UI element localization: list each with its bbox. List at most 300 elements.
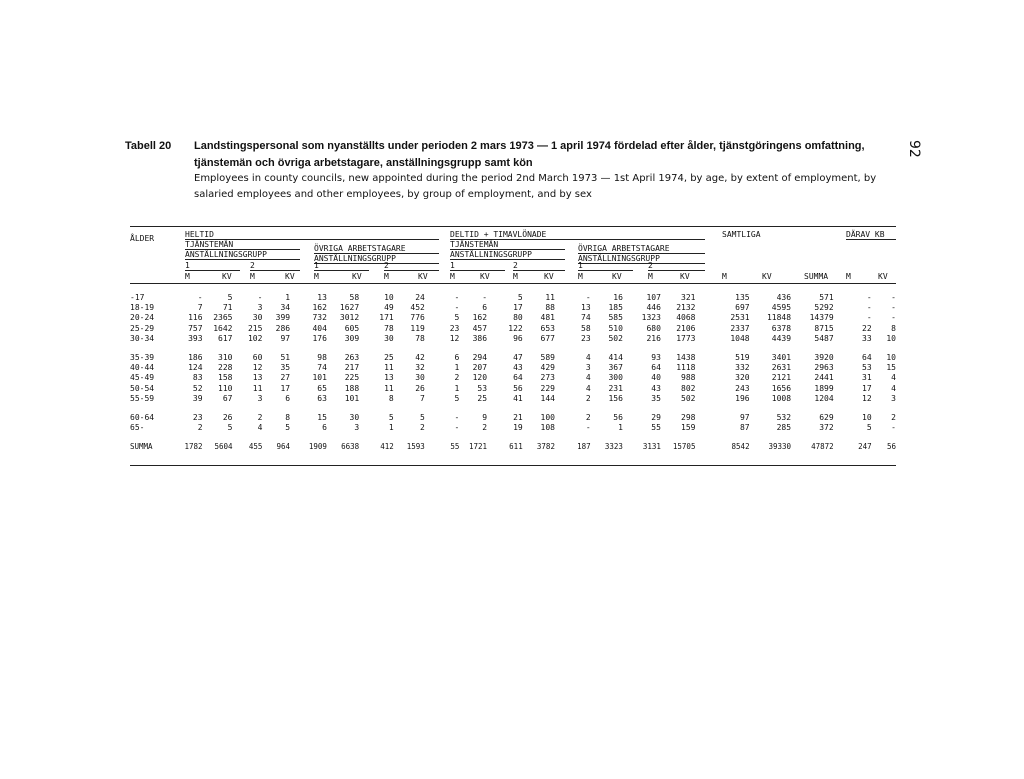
value-cell: 162	[312, 303, 327, 313]
value-cell: 3323	[604, 442, 623, 452]
value-cell: 510	[608, 323, 623, 333]
value-cell: 320	[735, 373, 750, 383]
value-cell: 2337	[730, 323, 750, 333]
age-cell: 50-54	[130, 383, 155, 393]
value-cell: 9	[482, 413, 488, 423]
table-row	[130, 394, 896, 404]
table-row	[130, 324, 896, 334]
value-cell: 39	[192, 393, 203, 403]
row-gap	[130, 344, 896, 353]
value-cell: 4068	[676, 313, 696, 323]
title-english: Employees in county councils, new appointed during the period 2nd March 1973 — 1st April 1974, by age, by extent of employment, by salaried employees and other employees, by group of employment, and by sex	[194, 173, 877, 200]
value-cell: 605	[344, 323, 360, 333]
value-cell: 122	[508, 323, 523, 333]
header-m-1: M	[185, 272, 190, 281]
value-cell: -	[891, 423, 896, 433]
value-cell: 4	[257, 423, 263, 433]
value-cell: 56	[513, 383, 523, 393]
header-grp2-a: 2	[250, 261, 300, 271]
header-alder: ÅLDER	[130, 234, 155, 243]
value-cell: 2	[585, 413, 591, 423]
value-cell: 732	[312, 313, 327, 323]
value-cell: 6	[454, 353, 460, 363]
age-cell: 65-	[130, 423, 145, 433]
value-cell: 5	[227, 423, 233, 433]
value-cell: -	[454, 293, 460, 302]
value-cell: 187	[577, 442, 591, 452]
value-cell: 3131	[642, 442, 661, 452]
value-cell: 67	[222, 393, 233, 403]
value-cell: 15	[886, 363, 896, 373]
value-cell: 457	[472, 323, 488, 333]
value-cell: 446	[646, 303, 661, 313]
table-row	[130, 413, 896, 423]
value-cell: 294	[472, 353, 488, 363]
value-cell: 196	[735, 393, 750, 403]
header-m-8: M	[648, 272, 653, 281]
value-cell: 51	[280, 353, 291, 363]
value-cell: 225	[344, 373, 360, 383]
header-grp1-a: 1	[185, 261, 240, 271]
value-cell: 35	[651, 393, 661, 403]
value-cell: -	[866, 293, 872, 302]
value-cell: 12	[862, 393, 872, 403]
value-cell: 1008	[771, 393, 792, 403]
value-cell: 298	[681, 413, 696, 423]
header-m-9: M	[722, 272, 727, 281]
value-cell: 7	[197, 303, 203, 313]
value-cell: 33	[862, 333, 872, 343]
value-cell: 71	[222, 303, 233, 313]
value-cell: 60	[252, 353, 263, 363]
value-cell: 3	[257, 393, 263, 403]
value-cell: -	[482, 293, 488, 302]
value-cell: 158	[218, 373, 233, 383]
value-cell: 611	[509, 442, 523, 452]
value-cell: 21	[513, 413, 523, 423]
header-m-2: M	[250, 272, 255, 281]
value-cell: 6	[285, 393, 291, 403]
value-cell: 3012	[339, 313, 360, 323]
value-cell: 80	[513, 313, 523, 323]
header-m-5: M	[450, 272, 455, 281]
header-kv-6: KV	[544, 272, 554, 281]
value-cell: 571	[819, 293, 834, 302]
value-cell: 5	[227, 293, 233, 302]
value-cell: 5	[866, 423, 872, 433]
header-m-7: M	[578, 272, 583, 281]
value-cell: 2531	[730, 313, 750, 323]
value-cell: 1323	[641, 313, 661, 323]
value-cell: 1048	[730, 333, 750, 343]
value-cell: 247	[858, 442, 872, 452]
header-kv-2: KV	[285, 272, 295, 281]
value-cell: 78	[415, 333, 425, 343]
value-cell: 2	[454, 373, 460, 383]
gap-cell	[130, 344, 896, 353]
value-cell: 97	[280, 333, 291, 343]
value-cell: 5	[420, 413, 425, 423]
value-cell: 87	[739, 423, 750, 433]
header-grp1-b: 1	[314, 261, 369, 271]
value-cell: 7	[420, 393, 425, 403]
value-cell: 156	[608, 393, 623, 403]
table-row	[130, 303, 896, 313]
value-cell: 32	[415, 363, 425, 373]
value-cell: 2	[891, 413, 896, 423]
age-cell: 25-29	[130, 323, 155, 333]
age-cell: 40-44	[130, 363, 155, 373]
value-cell: 29	[651, 413, 661, 423]
value-cell: 988	[681, 373, 696, 383]
value-cell: 30	[252, 313, 263, 323]
value-cell: 404	[312, 323, 327, 333]
value-cell: 243	[735, 383, 750, 393]
header-kv-3: KV	[352, 272, 362, 281]
value-cell: -	[454, 423, 460, 433]
value-cell: 1782	[184, 442, 203, 452]
summa-row	[130, 442, 896, 452]
value-cell: 228	[218, 363, 233, 373]
value-cell: -	[891, 303, 896, 313]
header-grp2-d: 2	[648, 261, 705, 271]
value-cell: 452	[410, 303, 425, 313]
value-cell: 2132	[676, 303, 696, 313]
value-cell: 629	[819, 413, 834, 423]
value-cell: 98	[317, 353, 327, 363]
value-cell: 16	[613, 293, 623, 302]
value-cell: 43	[513, 363, 523, 373]
header-heltid-tj-anst: ANSTÄLLNINGSGRUPP	[185, 250, 300, 260]
header-deltid-tj-anst: ANSTÄLLNINGSGRUPP	[450, 250, 565, 260]
header-kv-4: KV	[418, 272, 428, 281]
value-cell: 5604	[214, 442, 233, 452]
value-cell: 321	[681, 293, 696, 302]
value-cell: -	[585, 423, 591, 433]
value-cell: 101	[344, 393, 360, 403]
table-label: Tabell 20	[125, 140, 172, 152]
value-cell: 4	[585, 383, 591, 393]
value-cell: -	[891, 313, 896, 323]
value-cell: 680	[646, 323, 661, 333]
value-cell: 585	[608, 313, 623, 323]
gap-cell	[130, 404, 896, 413]
value-cell: 8715	[814, 323, 834, 333]
value-cell: -	[866, 313, 872, 323]
value-cell: 52	[192, 383, 203, 393]
header-kv-1: KV	[222, 272, 232, 281]
value-cell: 12	[252, 363, 263, 373]
header-heltid-ov-anst: ANSTÄLLNINGSGRUPP	[314, 254, 439, 264]
value-cell: 2106	[676, 323, 696, 333]
value-cell: -	[257, 293, 263, 302]
value-cell: 4439	[771, 333, 792, 343]
value-cell: 300	[608, 373, 623, 383]
value-cell: 1	[285, 293, 291, 302]
value-cell: 519	[735, 353, 750, 363]
value-cell: 4	[891, 373, 896, 383]
value-cell: 64	[513, 373, 523, 383]
value-cell: 3	[891, 393, 896, 403]
value-cell: 2963	[814, 363, 834, 373]
value-cell: -	[866, 303, 872, 313]
value-cell: 135	[735, 293, 750, 302]
value-cell: 1721	[468, 442, 488, 452]
table-row	[130, 423, 896, 433]
value-cell: 8	[285, 413, 291, 423]
value-cell: 40	[651, 373, 661, 383]
table-row	[130, 334, 896, 344]
value-cell: 2365	[213, 313, 233, 323]
title-swedish: Landstingspersonal som nyanställts under perioden 2 mars 1973 — 1 april 1974 fördelad efter ålder, tjänstgöringens omfattning, tjänstemän och övriga arbetstagare, anställningsgrupp samt kön	[194, 140, 865, 169]
value-cell: 2	[585, 393, 591, 403]
header-kv-8: KV	[680, 272, 690, 281]
value-cell: 5	[285, 423, 291, 433]
value-cell: 697	[735, 303, 750, 313]
value-cell: 367	[608, 363, 623, 373]
value-cell: 5	[454, 393, 460, 403]
value-cell: 55	[450, 442, 460, 452]
value-cell: 13	[384, 373, 394, 383]
value-cell: 58	[581, 323, 591, 333]
value-cell: 285	[776, 423, 792, 433]
value-cell: 757	[188, 323, 203, 333]
value-cell: -	[454, 413, 460, 423]
header-grp1-d: 1	[578, 261, 633, 271]
value-cell: 1	[454, 363, 460, 373]
header-m-3: M	[314, 272, 319, 281]
value-cell: 47	[513, 353, 523, 363]
value-cell: 74	[317, 363, 327, 373]
header-summa: SUMMA	[804, 272, 829, 281]
value-cell: 231	[608, 383, 623, 393]
age-cell: 45-49	[130, 373, 155, 383]
value-cell: 30	[349, 413, 360, 423]
header-kv-7: KV	[612, 272, 622, 281]
value-cell: 53	[477, 383, 488, 393]
value-cell: 2	[197, 423, 203, 433]
age-cell: 60-64	[130, 413, 155, 423]
value-cell: 124	[188, 363, 203, 373]
value-cell: 5292	[814, 303, 834, 313]
value-cell: 372	[819, 423, 834, 433]
value-cell: 23	[581, 333, 591, 343]
value-cell: 88	[545, 303, 555, 313]
value-cell: 4	[585, 373, 591, 383]
value-cell: 1899	[814, 383, 834, 393]
value-cell: 58	[349, 293, 360, 302]
value-cell: 309	[344, 333, 360, 343]
value-cell: 110	[218, 383, 233, 393]
value-cell: 2	[257, 413, 263, 423]
value-cell: 108	[540, 423, 555, 433]
header-grp2-b: 2	[384, 261, 439, 271]
value-cell: 30	[384, 333, 394, 343]
age-cell: SUMMA	[130, 442, 153, 452]
table-row	[130, 293, 896, 303]
age-cell: 20-24	[130, 313, 155, 323]
header-darav-kb: DÄRAV KB	[846, 230, 896, 240]
value-cell: 1656	[771, 383, 792, 393]
value-cell: 5	[517, 293, 523, 302]
header-kv-10: KV	[878, 272, 888, 281]
header-grp2-c: 2	[513, 261, 565, 271]
value-cell: 185	[608, 303, 623, 313]
value-cell: 332	[735, 363, 750, 373]
value-cell: 677	[540, 333, 555, 343]
value-cell: 47872	[811, 442, 834, 452]
header-kv-5: KV	[480, 272, 490, 281]
value-cell: 1593	[406, 442, 425, 452]
value-cell: 19	[513, 423, 523, 433]
value-cell: 64	[862, 353, 872, 363]
value-cell: 93	[651, 353, 661, 363]
value-cell: 30	[415, 373, 425, 383]
value-cell: 273	[540, 373, 555, 383]
value-cell: 1642	[213, 323, 233, 333]
value-cell: 10	[384, 293, 394, 302]
value-cell: 393	[188, 333, 203, 343]
value-cell: 532	[776, 413, 792, 423]
value-cell: 144	[540, 393, 555, 403]
value-cell: 17	[513, 303, 523, 313]
value-cell: 2	[420, 423, 425, 433]
header-bottom-rule	[130, 283, 896, 284]
value-cell: 26	[222, 413, 233, 423]
value-cell: 589	[540, 353, 555, 363]
value-cell: 4	[585, 353, 591, 363]
value-cell: 15705	[672, 442, 696, 452]
value-cell: 217	[344, 363, 360, 373]
value-cell: -	[197, 293, 203, 302]
value-cell: 776	[410, 313, 425, 323]
value-cell: 10	[862, 413, 872, 423]
value-cell: 41	[513, 393, 523, 403]
value-cell: 1	[454, 383, 460, 393]
value-cell: 3401	[771, 353, 792, 363]
value-cell: 25	[384, 353, 394, 363]
value-cell: 11	[545, 293, 555, 302]
value-cell: 502	[608, 333, 623, 343]
value-cell: 2121	[771, 373, 792, 383]
value-cell: 34	[280, 303, 291, 313]
value-cell: 216	[646, 333, 661, 343]
value-cell: 49	[384, 303, 394, 313]
header-heltid: HELTID	[185, 230, 439, 240]
value-cell: 6	[482, 303, 488, 313]
value-cell: 229	[540, 383, 555, 393]
data-table	[130, 293, 896, 453]
value-cell: 502	[681, 393, 696, 403]
table-row	[130, 363, 896, 373]
value-cell: 65	[317, 383, 327, 393]
value-cell: 207	[472, 363, 488, 373]
value-cell: 159	[681, 423, 696, 433]
value-cell: 8542	[731, 442, 750, 452]
value-cell: 2631	[771, 363, 792, 373]
value-cell: 171	[379, 313, 394, 323]
value-cell: 1627	[339, 303, 360, 313]
table-row	[130, 384, 896, 394]
value-cell: -	[891, 293, 896, 302]
value-cell: 63	[317, 393, 327, 403]
value-cell: 310	[218, 353, 233, 363]
table-bottom-rule	[130, 465, 896, 466]
value-cell: 412	[380, 442, 394, 452]
value-cell: 802	[681, 383, 696, 393]
value-cell: 5	[388, 413, 394, 423]
value-cell: 3	[585, 363, 591, 373]
title-block	[194, 138, 904, 203]
value-cell: -	[454, 303, 460, 313]
page-number: 92	[906, 140, 922, 158]
value-cell: 56	[886, 442, 896, 452]
value-cell: 11	[384, 363, 394, 373]
value-cell: 119	[410, 323, 425, 333]
value-cell: 97	[739, 413, 750, 423]
value-cell: 43	[651, 383, 661, 393]
value-cell: 429	[540, 363, 555, 373]
value-cell: 100	[540, 413, 555, 423]
value-cell: 13	[317, 293, 327, 302]
value-cell: 56	[613, 413, 623, 423]
value-cell: -	[585, 293, 591, 302]
value-cell: 1773	[676, 333, 696, 343]
value-cell: 120	[472, 373, 488, 383]
table-row	[130, 353, 896, 363]
value-cell: 436	[776, 293, 792, 302]
value-cell: 1	[388, 423, 394, 433]
value-cell: 6378	[771, 323, 792, 333]
header-kv-9: KV	[762, 272, 772, 281]
header-m-4: M	[384, 272, 389, 281]
value-cell: 414	[608, 353, 623, 363]
value-cell: 11848	[766, 313, 792, 323]
value-cell: 3	[257, 303, 263, 313]
value-cell: 1118	[676, 363, 696, 373]
value-cell: 1204	[814, 393, 834, 403]
value-cell: 11	[252, 383, 263, 393]
header-m-10: M	[846, 272, 851, 281]
value-cell: 22	[862, 323, 872, 333]
value-cell: 176	[312, 333, 327, 343]
header-grp1-c: 1	[450, 261, 505, 271]
value-cell: 5	[454, 313, 460, 323]
value-cell: 10	[886, 333, 896, 343]
header-deltid: DELTID + TIMAVLÖNADE	[450, 230, 705, 240]
value-cell: 162	[472, 313, 488, 323]
value-cell: 2441	[814, 373, 834, 383]
value-cell: 74	[581, 313, 591, 323]
value-cell: 386	[472, 333, 488, 343]
value-cell: 10	[886, 353, 896, 363]
value-cell: 4595	[771, 303, 792, 313]
table-row	[130, 313, 896, 323]
age-cell: 55-59	[130, 393, 155, 403]
value-cell: 102	[247, 333, 263, 343]
value-cell: 83	[192, 373, 203, 383]
age-cell: -17	[130, 293, 145, 302]
header-heltid-tjansteman: TJÄNSTEMÄN	[185, 240, 300, 250]
value-cell: 26	[415, 383, 425, 393]
data-grid	[130, 293, 896, 453]
value-cell: 1909	[308, 442, 327, 452]
value-cell: 1	[618, 423, 623, 433]
header-m-6: M	[513, 272, 518, 281]
value-cell: 481	[540, 313, 555, 323]
value-cell: 15	[317, 413, 327, 423]
value-cell: 263	[344, 353, 360, 363]
